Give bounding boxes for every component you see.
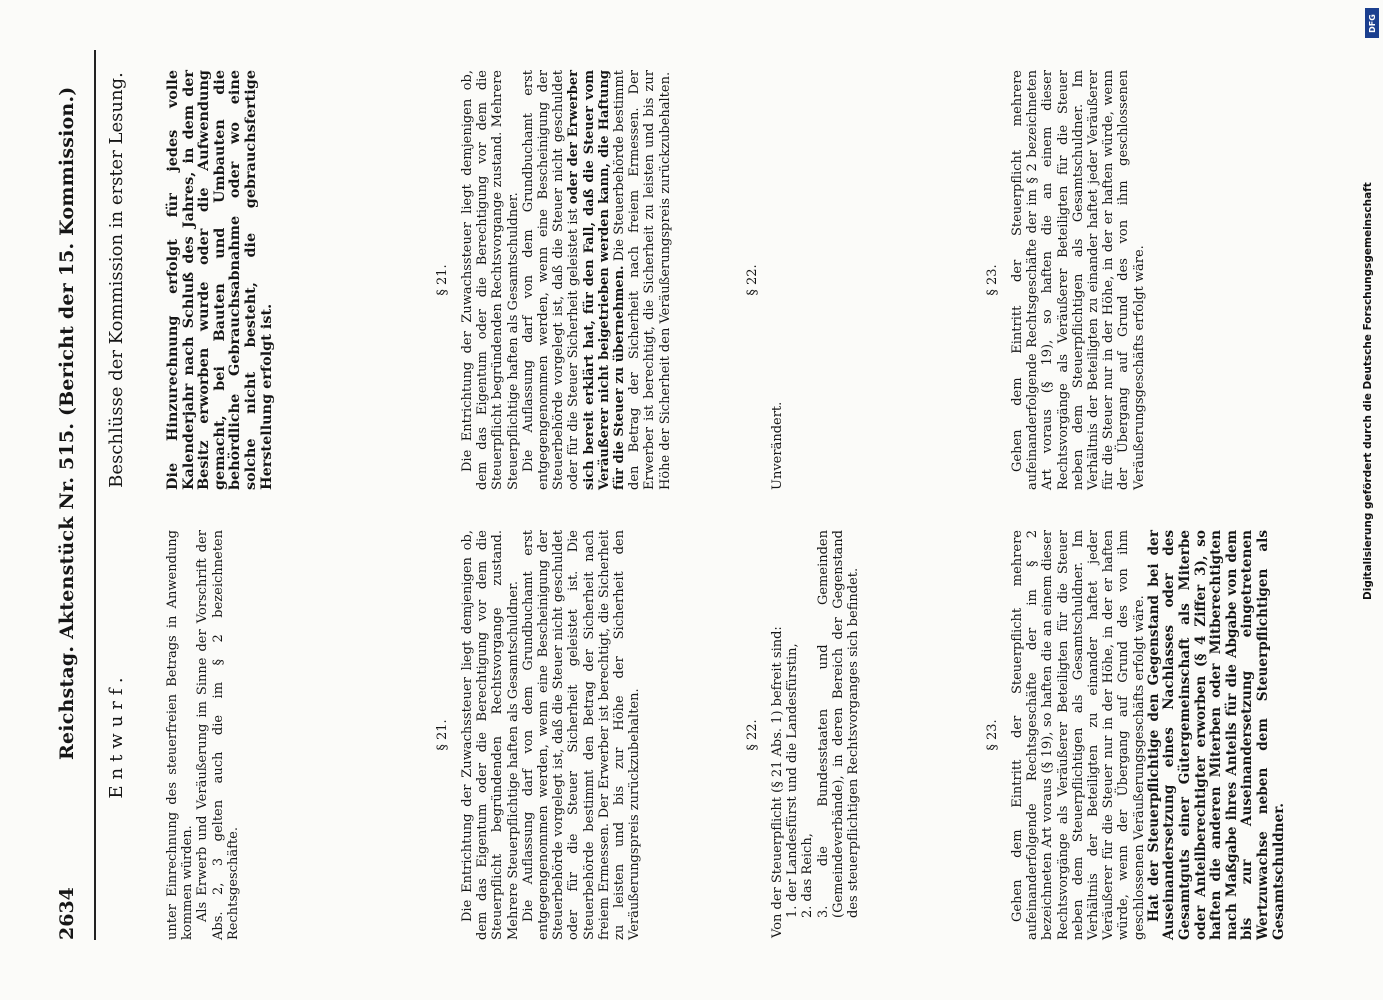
right-sec21 xyxy=(460,70,673,490)
right-sec23 xyxy=(1010,70,1147,490)
right-column-heading: Beschlüsse der Kommission in erster Lesung. xyxy=(106,72,127,488)
list-item: 1. der Landesfürst und die Landesfürstin, xyxy=(785,643,801,918)
right-sec23-label: § 23. xyxy=(985,264,1000,296)
left-sec23-para1: Gehen dem Eintritt der Steuerpflicht mehrere aufeinanderfolgende Rechtsgeschäfte der im § 2 bezeichneten Art voraus (§ 19), so haften die an einem dieser Rechtsvorgänge als Veräußerer Beteiligten für die Steuer neben dem Steuerpflichtigen als Gesamtschuldner. Im Verhältnis der Beteiligten zu einander haftet jeder Veräußerer für die Steuer nur in der Höhe, in der er haften würde, wenn der Übergang auf Grund des von ihm geschlossenen Veräußerungsgeschäfts erfolgt wäre. xyxy=(1010,530,1147,940)
document-title: Reichstag. Aktenstück Nr. 515. (Bericht der 15. Kommission.) xyxy=(56,86,78,760)
right-sec21-label: § 21. xyxy=(435,264,450,296)
left-sec22 xyxy=(770,530,861,940)
left-sec22-intro: Von der Steuerpflicht (§ 21 Abs. 1) befreit sind: xyxy=(770,626,785,938)
right-sec21-para2 xyxy=(521,70,673,490)
right-sec21-para1: Die Entrichtung der Zuwachssteuer liegt demjenigen ob, dem das Eigentum oder die Berechtigung vor dem die Steuerpflicht begründenden Rechtsvorgange zustand. Mehrere Steuerpflichtige haften als Gesamtschuldner. xyxy=(460,70,521,490)
list-item: 3. die Bundesstaaten und Gemeinden (Gemeindeverbände), in deren Bereich der Gegenstand des steuerpflichtigen Rechtsvorganges sich befindet. xyxy=(815,530,862,918)
left-sec23-para2: Hat der Steuerpflichtige den Gegenstand bei der Auseinandersetzung eines Nachlasses oder des Gesamtguts einer Gütergemeinschaft als Miterbe oder Anteilberechtigter erworben (§ 4 Ziffer 3), so haften die anderen Miterben oder Mitberechtigten nach Maßgabe ihres Anteils für die Abgabe von dem bis zur Auseinandersetzung eingetretenen Wertzuwachse neben dem Steuerpflichtigen als Gesamtschuldner. xyxy=(1145,530,1287,940)
left-sec23-label: § 23. xyxy=(985,719,1000,751)
right-sec21-para2-bold: oder der Erwerber sich bereit erklärt hat, für den Fall, daß die Steuer vom Veräußerer nicht beigetrieben werden kann, die Haftung für die Steuer zu übernehmen. xyxy=(566,70,628,490)
right-sec21-para2b: Die Steuerbehörde bestimmt den Betrag der Sicherheit nach freiem Ermessen. Der Erwerber ist berechtigt, die Sicherheit zu leisten und bis zur Höhe der Sicherheit den Veräußerungspreis zurückzubehalten. xyxy=(612,70,673,490)
left-sec21-para1: Die Entrichtung der Zuwachssteuer liegt demjenigen ob, dem das Eigentum oder die Berechtigung vor dem die Steuerpflicht begründenden Rechtsvorgange zustand. Mehrere Steuerpflichtige haften als Gesamtschuldner. xyxy=(460,530,521,940)
left-sec23 xyxy=(1010,530,1287,940)
left-sec21-label: § 21. xyxy=(435,719,450,751)
right-sec22-label: § 22. xyxy=(745,264,760,296)
digitization-note: Digitalisierung gefördert durch die Deutsche Forschungsgemeinschaft xyxy=(1362,182,1374,600)
right-intro-bold: Die Hinzurechnung erfolgt für jedes volle Kalenderjahr nach Schluß des Jahres, in dem der Besitz erworben wurde oder die Aufwendung gemacht, bei Bauten und Umbauten die behördliche Gebrauchsabnahme oder wo eine solche nicht besteht, die gebrauchsfertige Herstellung erfolgt ist. xyxy=(164,70,275,490)
left-intro xyxy=(165,530,241,940)
left-column-heading: Entwurf. xyxy=(106,671,127,799)
list-item: 2. das Reich, xyxy=(800,833,816,918)
page-number: 2634 xyxy=(56,887,78,940)
page-header xyxy=(50,50,96,940)
right-sec21-para2a: Die Auflassung darf von dem Grundbuchamt erst entgegengenommen werden, wenn eine Bescheinigung der Steuerbehörde vorgelegt ist, daß die Steuer nicht geschuldet oder für die Steuer Sicherheit geleistet ist xyxy=(520,70,582,490)
dfg-logo-text: DFG xyxy=(1367,13,1377,33)
left-sec21-para2: Die Auflassung darf von dem Grundbuchamt erst entgegengenommen werden, wenn eine Bescheinigung der Steuerbehörde vorgelegt ist, daß die Steuer nicht geschuldet oder für die Steuer Sicherheit geleistet ist. Die Steuerbehörde bestimmt den Betrag der Sicherheit nach freiem Ermessen. Der Erwerber ist berechtigt, die Sicherheit zu leisten und bis zur Höhe der Sicherheit den Veräußerungspreis zurückzubehalten. xyxy=(520,530,643,940)
document-sheet xyxy=(50,50,1340,940)
left-intro-paragraph: Als Erwerb und Veräußerung im Sinne der Vorschrift der Abs. 2, 3 gelten auch die im § 2 bezeichneten Rechtsgeschäfte. xyxy=(195,530,241,940)
right-sec22-text: Unverändert. xyxy=(770,401,785,490)
left-intro-continuation: unter Einrechnung des steuerfreien Betrags in Anwendung kommen würden. xyxy=(165,530,196,940)
left-sec22-label: § 22. xyxy=(745,719,760,751)
dfg-logo xyxy=(1365,8,1379,38)
right-sec23-para1: Gehen dem Eintritt der Steuerpflicht mehrere aufeinanderfolgende Rechtsgeschäfte der im § 2 bezeichneten Art voraus (§ 19), so haften die an einem dieser Rechtsvorgänge als Veräußerer Beteiligten für die Steuer neben dem Steuerpflichtigen als Gesamtschuldner. Im Verhältnis der Beteiligten zu einander haftet jeder Veräußerer für die Steuer nur in der Höhe, in der er haften würde, wenn der Übergang auf Grund des von ihm geschlossenen Veräußerungsgeschäfts erfolgt wäre. xyxy=(1010,70,1147,490)
left-sec21 xyxy=(460,530,642,940)
